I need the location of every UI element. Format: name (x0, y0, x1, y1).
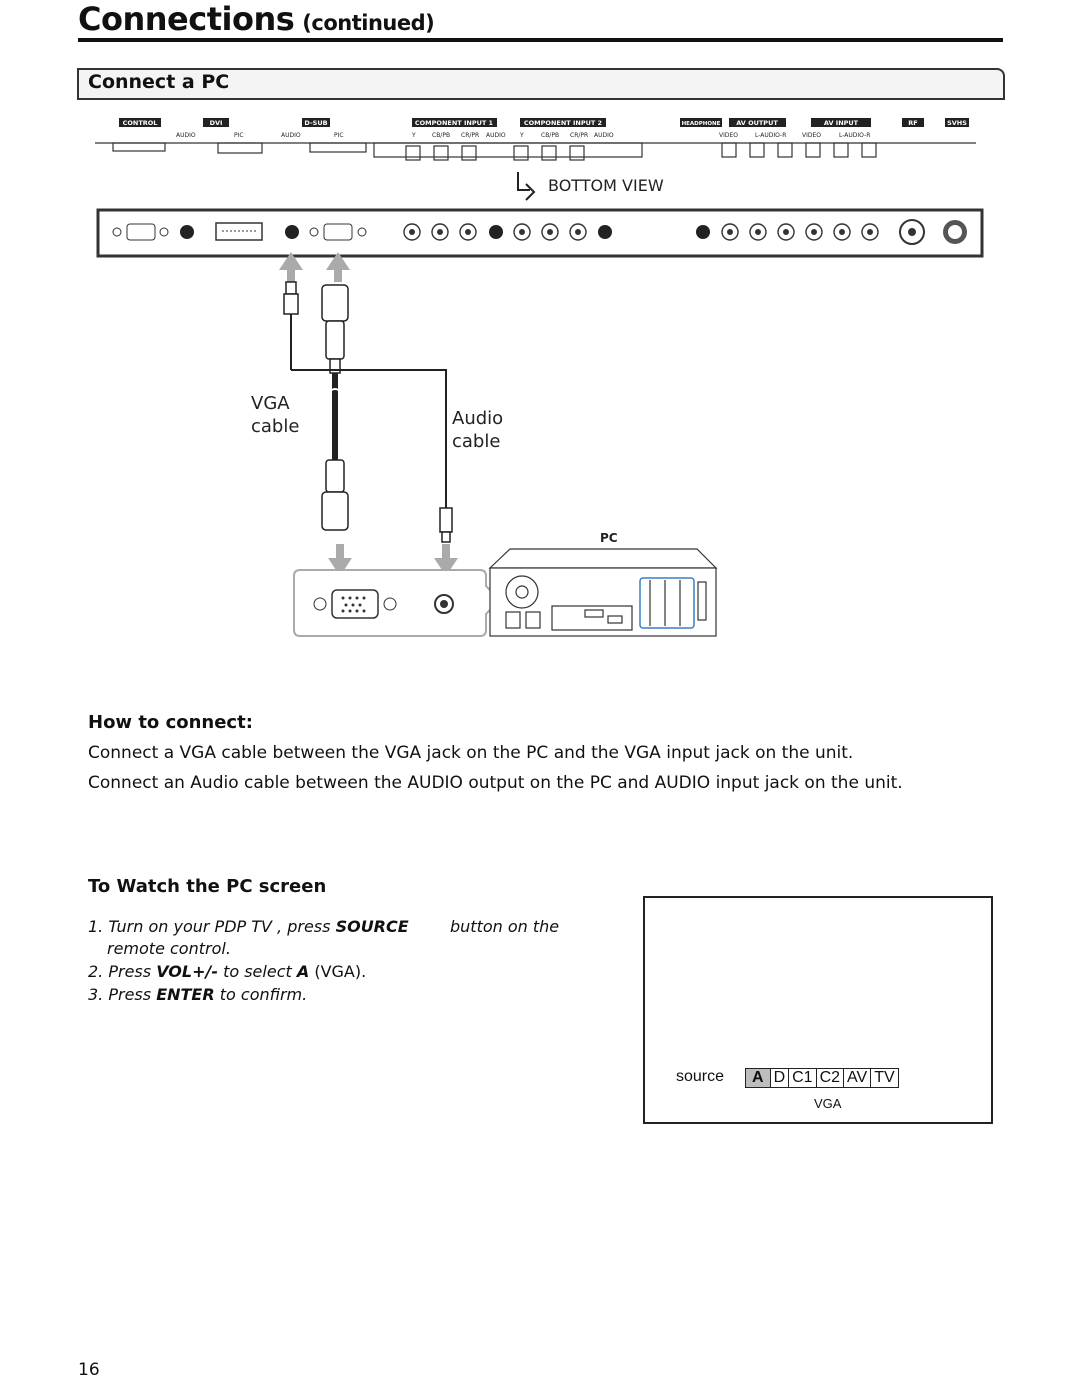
how-to-connect-line-2: Connect an Audio cable between the AUDIO output on the PC and AUDIO input jack on the unit. (88, 773, 903, 793)
title-suffix: (continued) (302, 11, 435, 35)
svg-text:L-AUDIO-R: L-AUDIO-R (755, 132, 787, 139)
pc-label: PC (600, 531, 618, 545)
watch-heading: To Watch the PC screen (88, 876, 327, 897)
osd-option-av: AV (844, 1069, 871, 1087)
bottom-view-label: BOTTOM VIEW (548, 176, 664, 195)
step-1-tail: button on the (450, 917, 560, 936)
svg-text:CB/PB: CB/PB (541, 132, 560, 139)
audio-label-2: cable (452, 431, 501, 452)
osd-option-tv: TV (874, 1069, 895, 1086)
panel-tabs (119, 118, 969, 127)
audio-label-1: Audio (452, 408, 504, 429)
section-title: Connect a PC (88, 71, 230, 93)
tab-av-output: AV OUTPUT (736, 119, 778, 127)
how-to-connect-heading: How to connect: (88, 712, 253, 733)
step-1-cont: remote control. (107, 939, 231, 958)
osd-option-c2: C2 (817, 1069, 844, 1087)
tab-rf: RF (908, 119, 918, 127)
tab-component-1: COMPONENT INPUT 1 (414, 119, 494, 127)
vga-label-2: cable (251, 416, 300, 437)
page-number: 16 (78, 1360, 100, 1380)
tab-svhs: SVHS (947, 119, 967, 127)
svg-text:CR/PR: CR/PR (570, 132, 589, 139)
svg-text:VIDEO: VIDEO (719, 132, 739, 139)
bottom-view-icon (518, 172, 534, 200)
svg-text:AUDIO: AUDIO (594, 132, 614, 139)
zoom-callout (294, 570, 500, 636)
tab-component-2: COMPONENT INPUT 2 (523, 119, 603, 127)
osd-screen (643, 896, 993, 1124)
svg-text:PIC: PIC (234, 132, 244, 139)
svg-text:AUDIO: AUDIO (486, 132, 506, 139)
panel-sub-labels (176, 132, 870, 139)
vga-label-1: VGA (251, 393, 290, 414)
source-key: SOURCE (335, 917, 409, 936)
tab-dsub: D-SUB (304, 119, 328, 127)
tab-headphone: HEADPHONE (681, 121, 721, 127)
audio-plug-top (284, 282, 298, 370)
svg-text:CR/PR: CR/PR (461, 132, 480, 139)
tab-av-input: AV INPUT (823, 119, 859, 127)
title-text: Connections (78, 0, 295, 38)
osd-option-d: D (771, 1069, 790, 1087)
pc-illustration (490, 549, 716, 636)
enter-key: ENTER (156, 985, 215, 1004)
top-panel-outline (95, 143, 976, 160)
step-2: 2. Press VOL+/- to select A (VGA). (88, 962, 367, 981)
svg-text:AUDIO: AUDIO (176, 132, 196, 139)
svg-text:L-AUDIO-R: L-AUDIO-R (839, 132, 871, 139)
vga-plug-top (322, 285, 348, 373)
svg-text:PIC: PIC (334, 132, 344, 139)
svg-text:AUDIO: AUDIO (281, 132, 301, 139)
vol-key: VOL+/- (156, 962, 218, 981)
osd-source-bar (745, 1068, 899, 1088)
osd-source-label: source (676, 1068, 725, 1085)
svg-text:Y: Y (412, 132, 416, 139)
audio-cable-line (291, 370, 446, 510)
audio-plug-bottom (440, 508, 452, 542)
svg-text:VIDEO: VIDEO (802, 132, 822, 139)
osd-option-c1: C1 (789, 1069, 816, 1087)
tab-dvi: DVI (209, 119, 223, 127)
connection-diagram (0, 100, 1080, 660)
step-3: 3. Press ENTER to confirm. (88, 985, 308, 1004)
vga-plug-bottom (322, 460, 348, 530)
osd-selected-label: VGA (814, 1096, 842, 1111)
select-a: A (296, 962, 310, 981)
title-rule (78, 38, 1003, 42)
page-title (78, 0, 434, 38)
how-to-connect-line-1: Connect a VGA cable between the VGA jack on the PC and the VGA input jack on the unit. (88, 743, 854, 763)
osd-option-a: A (746, 1069, 771, 1087)
step-1: 1. Turn on your PDP TV , press SOURCE (88, 917, 409, 936)
pc-audio-port (435, 595, 453, 613)
svg-text:Y: Y (520, 132, 524, 139)
svg-text:CB/PB: CB/PB (432, 132, 451, 139)
tab-control: CONTROL (122, 119, 158, 127)
